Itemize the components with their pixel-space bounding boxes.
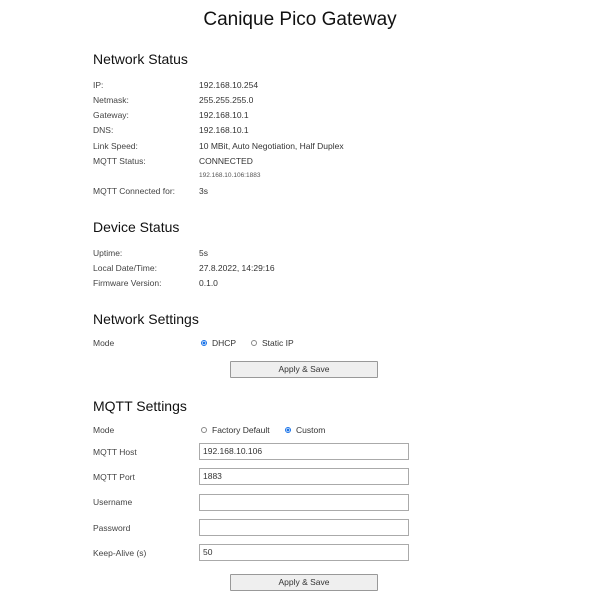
mqtt-endpoint: 192.168.10.106:1883 (199, 172, 261, 179)
mqtt-settings-heading: MQTT Settings (93, 398, 187, 414)
page-title: Canique Pico Gateway (203, 9, 397, 30)
password-label: Password (93, 523, 131, 533)
mqtt-status-label: MQTT Status: (93, 156, 146, 166)
dns-value: 192.168.10.1 (199, 125, 249, 135)
gateway-label: Gateway: (93, 110, 129, 120)
ip-value: 192.168.10.254 (199, 80, 259, 90)
link-speed-value: 10 MBit, Auto Negotiation, Half Duplex (199, 141, 344, 151)
uptime-value: 5s (199, 248, 208, 258)
mqtt-apply-save-button[interactable]: Apply & Save (230, 574, 378, 591)
local-datetime-value: 27.8.2022, 14:29:16 (199, 263, 275, 273)
netmask-label: Netmask: (93, 95, 129, 105)
radio-selected-icon[interactable] (201, 340, 207, 346)
radio-dhcp[interactable] (201, 338, 236, 348)
mqtt-connected-for-label: MQTT Connected for: (93, 186, 176, 196)
username-input[interactable] (199, 494, 409, 511)
password-input[interactable] (199, 519, 409, 536)
link-speed-label: Link Speed: (93, 141, 138, 151)
radio-unselected-icon[interactable] (251, 340, 257, 346)
gateway-value: 192.168.10.1 (199, 110, 249, 120)
radio-custom-label: Custom (296, 425, 326, 435)
radio-dhcp-label: DHCP (212, 338, 237, 348)
mqtt-host-input[interactable]: 192.168.10.106 (199, 443, 409, 460)
radio-factory-default-label: Factory Default (212, 425, 270, 435)
network-status-heading: Network Status (93, 51, 188, 67)
radio-selected-icon[interactable] (285, 427, 291, 433)
radio-static-ip-label: Static IP (262, 338, 294, 348)
mqtt-mode-label: Mode (93, 425, 115, 435)
uptime-label: Uptime: (93, 248, 123, 258)
mqtt-port-input[interactable]: 1883 (199, 468, 409, 485)
network-apply-save-button[interactable]: Apply & Save (230, 361, 378, 378)
username-label: Username (93, 497, 133, 507)
network-mode-label: Mode (93, 338, 115, 348)
radio-custom[interactable] (285, 425, 325, 435)
device-status-heading: Device Status (93, 219, 180, 235)
ip-label: IP: (93, 80, 104, 90)
netmask-value: 255.255.255.0 (199, 95, 254, 105)
local-datetime-label: Local Date/Time: (93, 263, 157, 273)
radio-unselected-icon[interactable] (201, 427, 207, 433)
mqtt-host-label: MQTT Host (93, 447, 137, 457)
keep-alive-label: Keep-Alive (s) (93, 548, 147, 558)
keep-alive-input[interactable]: 50 (199, 544, 409, 561)
mqtt-port-label: MQTT Port (93, 472, 135, 482)
firmware-version-value: 0.1.0 (199, 278, 218, 288)
radio-static-ip[interactable] (251, 338, 294, 348)
firmware-version-label: Firmware Version: (93, 278, 162, 288)
radio-factory-default[interactable] (201, 425, 270, 435)
dns-label: DNS: (93, 125, 114, 135)
mqtt-status-value: CONNECTED (199, 156, 253, 166)
network-settings-heading: Network Settings (93, 311, 199, 327)
mqtt-connected-for-value: 3s (199, 186, 208, 196)
